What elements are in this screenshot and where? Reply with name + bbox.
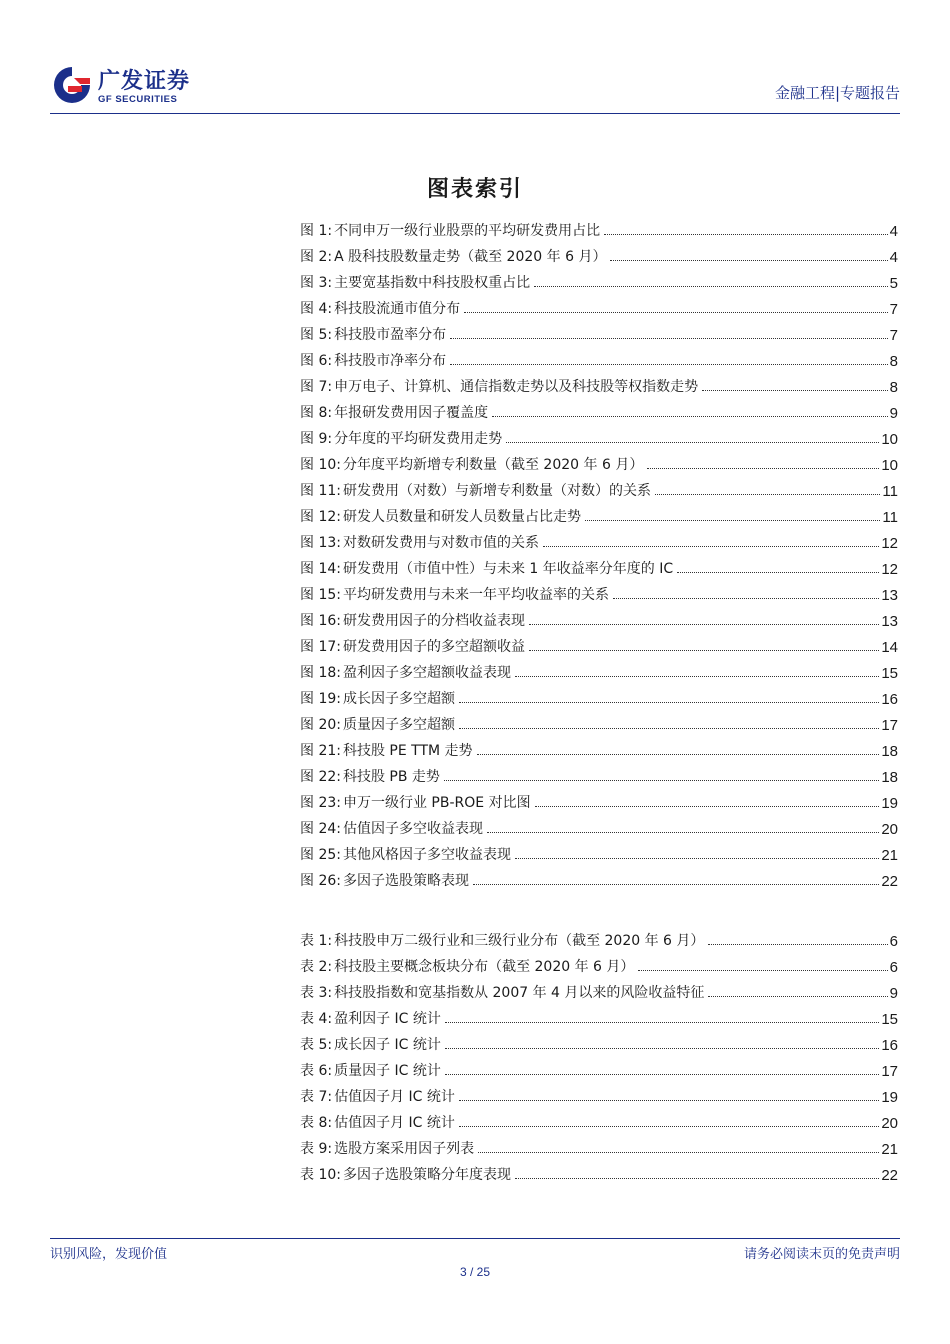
entry-title: 成长因子多空超额 <box>342 691 455 707</box>
dot-leader <box>585 520 880 521</box>
figure-index-entry[interactable] <box>300 630 898 656</box>
entry-title: 成长因子 IC 统计 <box>334 1037 441 1053</box>
dot-leader <box>459 728 879 729</box>
entry-label: 表 8: <box>300 1115 333 1131</box>
entry-label: 图 24: <box>300 821 341 837</box>
entry-label: 图 8: <box>300 405 333 421</box>
gf-logo-icon <box>50 64 94 106</box>
entry-title: 多因子选股策略表现 <box>342 873 469 889</box>
entry-label: 图 15: <box>300 587 341 603</box>
entry-title: 研发费用因子的分档收益表现 <box>342 613 525 629</box>
dot-leader <box>647 468 879 469</box>
entry-page-number: 10 <box>881 431 898 448</box>
gf-securities-logo <box>50 60 210 110</box>
entry-title: 申万一级行业 PB-ROE 对比图 <box>342 795 531 811</box>
entry-label: 表 10: <box>300 1167 341 1183</box>
entry-title: 科技股主要概念板块分布（截至 2020 年 6 月） <box>334 959 635 975</box>
entry-page-number: 7 <box>889 301 898 318</box>
dot-leader <box>515 676 879 677</box>
entry-label: 图 7: <box>300 379 333 395</box>
figure-index-entry[interactable] <box>300 812 898 838</box>
entry-label: 图 1: <box>300 223 333 239</box>
entry-page-number: 9 <box>889 985 898 1002</box>
table-index-entry[interactable] <box>300 1054 898 1080</box>
entry-label: 图 21: <box>300 743 341 759</box>
entry-page-number: 8 <box>889 379 898 396</box>
entry-page-number: 6 <box>889 933 898 950</box>
entry-label: 图 2: <box>300 249 333 265</box>
figure-index-entry[interactable] <box>300 500 898 526</box>
entry-title: 估值因子月 IC 统计 <box>334 1089 455 1105</box>
entry-page-number: 21 <box>881 1141 898 1158</box>
entry-label: 表 7: <box>300 1089 333 1105</box>
figure-index-entry[interactable] <box>300 760 898 786</box>
entry-title: 主要宽基指数中科技股权重占比 <box>334 275 531 291</box>
logo-chinese-text: 广发证券 <box>98 69 191 94</box>
entry-page-number: 17 <box>881 1063 898 1080</box>
table-index-entry[interactable] <box>300 950 898 976</box>
footer-disclaimer: 请务必阅读末页的免责声明 <box>743 1247 900 1262</box>
logo-english-text: GF SECURITIES <box>98 94 178 105</box>
entry-title: 估值因子月 IC 统计 <box>334 1115 455 1131</box>
entry-label: 表 6: <box>300 1063 333 1079</box>
dot-leader <box>450 338 888 339</box>
dot-leader <box>708 996 887 997</box>
figure-index-entry[interactable] <box>300 604 898 630</box>
dot-leader <box>492 416 888 417</box>
entry-label: 图 18: <box>300 665 341 681</box>
figure-index-entry[interactable] <box>300 448 898 474</box>
figure-index-entry[interactable] <box>300 240 898 266</box>
dot-leader <box>677 572 879 573</box>
header-divider <box>50 113 900 114</box>
dot-leader <box>473 884 879 885</box>
entry-page-number: 20 <box>881 1115 898 1132</box>
entry-page-number: 20 <box>881 821 898 838</box>
dot-leader <box>487 832 879 833</box>
entry-title: 分年度的平均研发费用走势 <box>334 431 503 447</box>
entry-title: 年报研发费用因子覆盖度 <box>334 405 489 421</box>
entry-title: 科技股指数和宽基指数从 2007 年 4 月以来的风险收益特征 <box>334 985 705 1001</box>
entry-label: 图 5: <box>300 327 333 343</box>
dot-leader <box>445 1022 879 1023</box>
dot-leader <box>515 858 879 859</box>
dot-leader <box>702 390 888 391</box>
entry-label: 图 22: <box>300 769 341 785</box>
entry-page-number: 21 <box>881 847 898 864</box>
dot-leader <box>604 234 888 235</box>
entry-title: 科技股 PE TTM 走势 <box>342 743 473 759</box>
entry-label: 图 26: <box>300 873 341 889</box>
entry-title: 质量因子 IC 统计 <box>334 1063 441 1079</box>
dot-leader <box>655 494 880 495</box>
footer-slogan: 识别风险，发现价值 <box>50 1247 168 1262</box>
dot-leader <box>459 1126 879 1127</box>
dot-leader <box>638 970 887 971</box>
dot-leader <box>543 546 879 547</box>
figure-index-entry[interactable] <box>300 656 898 682</box>
entry-title: 质量因子多空超额 <box>342 717 455 733</box>
figure-index-entry[interactable] <box>300 344 898 370</box>
entry-page-number: 11 <box>882 483 898 500</box>
entry-label: 图 14: <box>300 561 341 577</box>
table-index-entry[interactable] <box>300 1080 898 1106</box>
entry-title: 分年度平均新增专利数量（截至 2020 年 6 月） <box>342 457 644 473</box>
entry-title: 研发费用（市值中性）与未来 1 年收益率分年度的 IC <box>342 561 674 577</box>
entry-title: 对数研发费用与对数市值的关系 <box>342 535 539 551</box>
dot-leader <box>445 1048 879 1049</box>
dot-leader <box>529 624 879 625</box>
entry-title: 科技股 PB 走势 <box>342 769 440 785</box>
dot-leader <box>613 598 879 599</box>
table-index-entry[interactable] <box>300 1106 898 1132</box>
table-index-entry[interactable] <box>300 1028 898 1054</box>
figure-index-entry[interactable] <box>300 474 898 500</box>
entry-page-number: 13 <box>881 613 898 630</box>
dot-leader <box>610 260 887 261</box>
table-index-entry[interactable] <box>300 1132 898 1158</box>
entry-page-number: 6 <box>889 959 898 976</box>
table-index-entry[interactable] <box>300 924 898 950</box>
figure-index-entry[interactable] <box>300 214 898 240</box>
figure-index-entry[interactable] <box>300 370 898 396</box>
figure-index-entry[interactable] <box>300 526 898 552</box>
figure-index-entry[interactable] <box>300 292 898 318</box>
figure-index-entry[interactable] <box>300 786 898 812</box>
entry-title: 平均研发费用与未来一年平均收益率的关系 <box>342 587 609 603</box>
table-index-entry[interactable] <box>300 1002 898 1028</box>
entry-label: 图 16: <box>300 613 341 629</box>
entry-label: 表 1: <box>300 933 333 949</box>
entry-label: 图 10: <box>300 457 341 473</box>
entry-page-number: 12 <box>881 535 898 552</box>
entry-label: 图 6: <box>300 353 333 369</box>
page-header <box>50 60 900 112</box>
dot-leader <box>464 312 888 313</box>
entry-label: 图 9: <box>300 431 333 447</box>
entry-label: 图 13: <box>300 535 341 551</box>
entry-page-number: 22 <box>881 1167 898 1184</box>
entry-title: 科技股市盈率分布 <box>334 327 447 343</box>
dot-leader <box>459 1100 879 1101</box>
entry-page-number: 4 <box>889 223 898 240</box>
dot-leader <box>506 442 879 443</box>
entry-label: 图 20: <box>300 717 341 733</box>
entry-page-number: 4 <box>889 249 898 266</box>
entry-label: 图 12: <box>300 509 341 525</box>
dot-leader <box>529 650 879 651</box>
entry-title: 科技股申万二级行业和三级行业分布（截至 2020 年 6 月） <box>334 933 705 949</box>
entry-page-number: 5 <box>889 275 898 292</box>
entry-label: 表 9: <box>300 1141 333 1157</box>
entry-title: 盈利因子 IC 统计 <box>334 1011 441 1027</box>
table-index-entry[interactable] <box>300 1158 898 1184</box>
entry-page-number: 14 <box>881 639 898 656</box>
entry-title: 科技股市净率分布 <box>334 353 447 369</box>
figure-index-entry[interactable] <box>300 838 898 864</box>
entry-page-number: 8 <box>889 353 898 370</box>
entry-title: 其他风格因子多空收益表现 <box>342 847 511 863</box>
entry-page-number: 9 <box>889 405 898 422</box>
entry-title: 科技股流通市值分布 <box>334 301 461 317</box>
figure-index-entry[interactable] <box>300 864 898 890</box>
entry-title: 研发费用（对数）与新增专利数量（对数）的关系 <box>342 483 651 499</box>
entry-title: 研发费用因子的多空超额收益 <box>342 639 525 655</box>
dot-leader <box>515 1178 879 1179</box>
entry-page-number: 17 <box>881 717 898 734</box>
figure-index-entry[interactable] <box>300 578 898 604</box>
figure-index-list <box>300 214 898 890</box>
entry-page-number: 13 <box>881 587 898 604</box>
figure-index-entry[interactable] <box>300 682 898 708</box>
figure-index-entry[interactable] <box>300 266 898 292</box>
figure-index-entry[interactable] <box>300 318 898 344</box>
entry-label: 表 4: <box>300 1011 333 1027</box>
entry-title: A 股科技股数量走势（截至 2020 年 6 月） <box>334 249 607 265</box>
figure-index-entry[interactable] <box>300 396 898 422</box>
footer-divider <box>50 1238 900 1239</box>
entry-title: 选股方案采用因子列表 <box>334 1141 475 1157</box>
entry-label: 图 17: <box>300 639 341 655</box>
figure-index-entry[interactable] <box>300 708 898 734</box>
dot-leader <box>477 754 880 755</box>
dot-leader <box>535 806 880 807</box>
table-index-list <box>300 924 898 1184</box>
entry-page-number: 16 <box>881 691 898 708</box>
entry-page-number: 7 <box>889 327 898 344</box>
entry-page-number: 11 <box>882 509 898 526</box>
entry-label: 表 3: <box>300 985 333 1001</box>
dot-leader <box>534 286 888 287</box>
report-type: 金融工程|专题报告 <box>774 84 900 102</box>
entry-page-number: 18 <box>881 769 898 786</box>
entry-label: 图 25: <box>300 847 341 863</box>
entry-title: 多因子选股策略分年度表现 <box>342 1167 511 1183</box>
page-title: 图表索引 <box>426 177 523 202</box>
figure-index-entry[interactable] <box>300 422 898 448</box>
page-number: 3 / 25 <box>459 1265 491 1279</box>
entry-page-number: 12 <box>881 561 898 578</box>
figure-index-entry[interactable] <box>300 734 898 760</box>
dot-leader <box>478 1152 879 1153</box>
figure-index-entry[interactable] <box>300 552 898 578</box>
entry-page-number: 19 <box>881 795 898 812</box>
entry-page-number: 18 <box>881 743 898 760</box>
entry-page-number: 10 <box>881 457 898 474</box>
entry-page-number: 19 <box>881 1089 898 1106</box>
entry-title: 申万电子、计算机、通信指数走势以及科技股等权指数走势 <box>334 379 699 395</box>
dot-leader <box>708 944 887 945</box>
entry-page-number: 15 <box>881 1011 898 1028</box>
entry-title: 不同申万一级行业股票的平均研发费用占比 <box>334 223 601 239</box>
entry-title: 估值因子多空收益表现 <box>342 821 483 837</box>
entry-label: 表 5: <box>300 1037 333 1053</box>
dot-leader <box>445 1074 879 1075</box>
entry-page-number: 22 <box>881 873 898 890</box>
entry-label: 图 23: <box>300 795 341 811</box>
entry-page-number: 15 <box>881 665 898 682</box>
entry-title: 盈利因子多空超额收益表现 <box>342 665 511 681</box>
entry-title: 研发人员数量和研发人员数量占比走势 <box>342 509 581 525</box>
dot-leader <box>459 702 879 703</box>
entry-label: 表 2: <box>300 959 333 975</box>
entry-label: 图 3: <box>300 275 333 291</box>
entry-label: 图 19: <box>300 691 341 707</box>
dot-leader <box>450 364 888 365</box>
entry-label: 图 11: <box>300 483 341 499</box>
entry-label: 图 4: <box>300 301 333 317</box>
dot-leader <box>444 780 879 781</box>
entry-page-number: 16 <box>881 1037 898 1054</box>
table-index-entry[interactable] <box>300 976 898 1002</box>
